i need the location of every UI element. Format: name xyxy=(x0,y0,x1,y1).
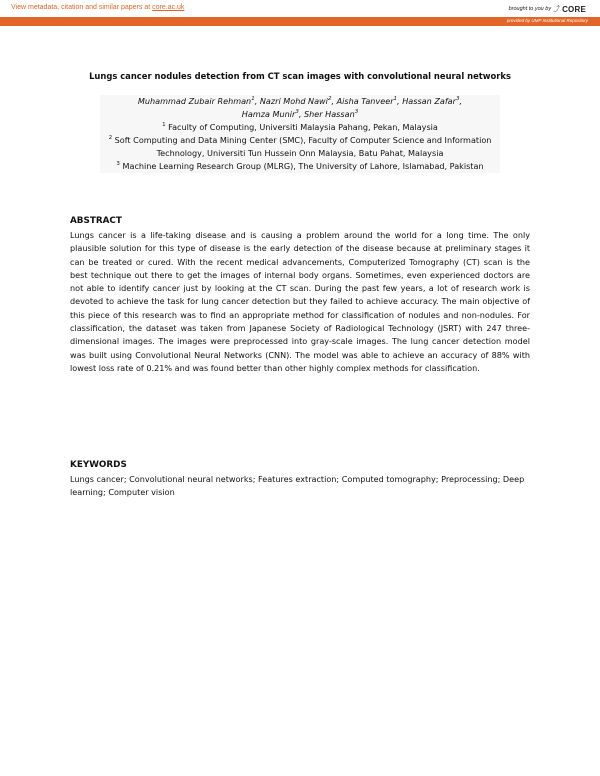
affiliation-sup: 1 xyxy=(162,122,166,128)
author-name: Nazri Mohd Nawi xyxy=(259,96,328,106)
author-sup: 1 xyxy=(393,96,398,102)
core-metadata-text: View metadata, citation and similar papers at xyxy=(11,4,153,11)
core-logo-text: CORE xyxy=(562,4,586,14)
author-sep: , xyxy=(331,96,337,106)
abstract-heading: ABSTRACT xyxy=(70,216,122,226)
core-provider-bar xyxy=(0,17,600,26)
affiliation-2-cont xyxy=(100,147,500,160)
core-header xyxy=(0,0,600,16)
author-name: Hassan Zafar xyxy=(402,96,456,106)
author-sep: , xyxy=(298,109,304,119)
affiliation-1 xyxy=(100,121,500,134)
author-sup: 1 xyxy=(251,96,255,102)
authors-line-2 xyxy=(100,108,500,121)
authors-line-1 xyxy=(100,95,500,108)
author-sup: 3 xyxy=(295,109,299,115)
author-sep: , xyxy=(397,96,403,106)
affiliation-sup: 3 xyxy=(116,161,120,167)
core-logo-icon: ⤴ xyxy=(553,6,561,13)
brought-by-text: brought to you by xyxy=(508,6,552,12)
author-name: Aisha Tanveer xyxy=(336,96,394,106)
provided-by-text[interactable]: provided by UMP Institutional Repository xyxy=(506,18,588,23)
core-brought-by[interactable] xyxy=(509,4,586,14)
affiliation-text: Machine Learning Research Group (MLRG), The University of Lahore, Islamabad, Pakistan xyxy=(119,161,484,171)
affiliation-text: Soft Computing and Data Mining Center (SMC), Faculty of Computer Science and Information xyxy=(112,135,492,145)
abstract-body: Lungs cancer is a life-taking disease and is causing a problem around the world for a long time. The only plausible solution for this type of disease is the early detection of the disease because at preliminary stages it can be treated or cured. With the recent medical advancements, Computerized Tomography (CT) scan is the best technique out there to get the images of internal body organs. Sometimes, even experienced doctors are not able to identify cancer just by looking at the CT scan. During the past few years, a lot of research work is devoted to achieve the task for lung cancer detection but they failed to achieve accuracy. The main objective of this piece of this research was to find an appropriate method for classification of nodules and non-nodules. For classification, the dataset was taken from Japanese Society of Radiological Technology (JSRT) with 247 three-dimensional images. The images were preprocessed into gray-scale images. The lung cancer detection model was built using Convolutional Neural Networks (CNN). The model was able to achieve an accuracy of 88% with lowest loss rate of 0.21% and was found better than other highly complex methods for classification. xyxy=(70,230,530,373)
author-name: Muhammad Zubair Rehman xyxy=(137,96,252,106)
author-sep: , xyxy=(459,96,463,106)
author-name: Sher Hassan xyxy=(303,109,355,119)
core-ac-uk-link[interactable]: core.ac.uk xyxy=(152,4,185,11)
keywords-body: Lungs cancer; Convolutional neural networks; Features extraction; Computed tomography; Preprocessing; Deep learning; Computer vision xyxy=(70,474,525,498)
author-sup: 2 xyxy=(327,96,332,102)
author-sep: , xyxy=(254,96,260,106)
authors-block xyxy=(100,95,500,173)
author-name: Hamza Munir xyxy=(241,109,296,119)
affiliation-3 xyxy=(100,160,500,173)
affiliation-text: Faculty of Computing, Universiti Malaysia Pahang, Pekan, Malaysia xyxy=(165,122,438,132)
paper-title: Lungs cancer nodules detection from CT scan images with convolutional neural networks xyxy=(89,71,511,81)
affiliation-sup: 2 xyxy=(108,135,113,141)
affiliation-2 xyxy=(100,134,500,147)
author-sup: 3 xyxy=(455,96,460,102)
affiliation-text: Technology, Universiti Tun Hussein Onn Malaysia, Batu Pahat, Malaysia xyxy=(156,148,444,158)
core-metadata-link[interactable] xyxy=(11,4,184,11)
keywords-heading: KEYWORDS xyxy=(70,460,127,470)
author-sup: 3 xyxy=(354,109,359,115)
